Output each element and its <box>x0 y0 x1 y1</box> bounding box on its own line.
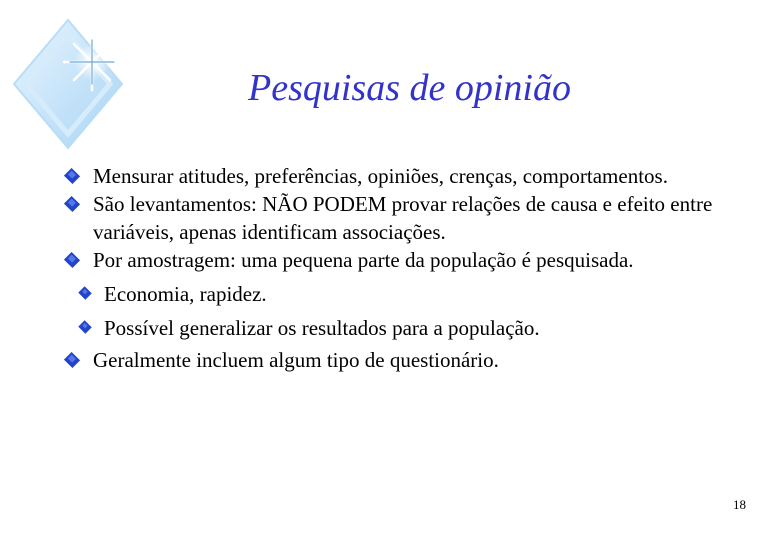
list-item <box>64 246 764 274</box>
list-item <box>64 190 764 246</box>
list-item-text: Geralmente incluem algum tipo de questionário. <box>93 348 499 372</box>
diamond-bullet-icon <box>78 320 91 333</box>
diamond-bullet-icon <box>64 168 80 184</box>
diamond-bullet-icon <box>64 196 80 212</box>
sub-list-item <box>64 314 764 342</box>
diamond-sparkle-icon <box>8 12 132 152</box>
list-item-text: Mensurar atitudes, preferências, opiniões, crenças, comportamentos. <box>93 164 668 188</box>
list-item-text: Por amostragem: uma pequena parte da população é pesquisada. <box>93 248 634 272</box>
page-title: Pesquisas de opinião <box>248 67 571 109</box>
sub-list-item <box>64 280 764 308</box>
bullet-list <box>64 162 764 374</box>
diamond-bullet-icon <box>64 252 80 268</box>
page-number: 18 <box>733 497 746 512</box>
list-item <box>64 162 764 190</box>
sub-list-item-text: Economia, rapidez. <box>104 282 267 306</box>
list-item <box>64 346 764 374</box>
sub-list-item-text: Possível generalizar os resultados para a população. <box>104 316 540 340</box>
diamond-bullet-icon <box>78 286 91 299</box>
diamond-bullet-icon <box>64 352 80 368</box>
list-item-text: São levantamentos: NÃO PODEM provar relações de causa e efeito entre variáveis, apenas identificam associações. <box>93 192 713 244</box>
